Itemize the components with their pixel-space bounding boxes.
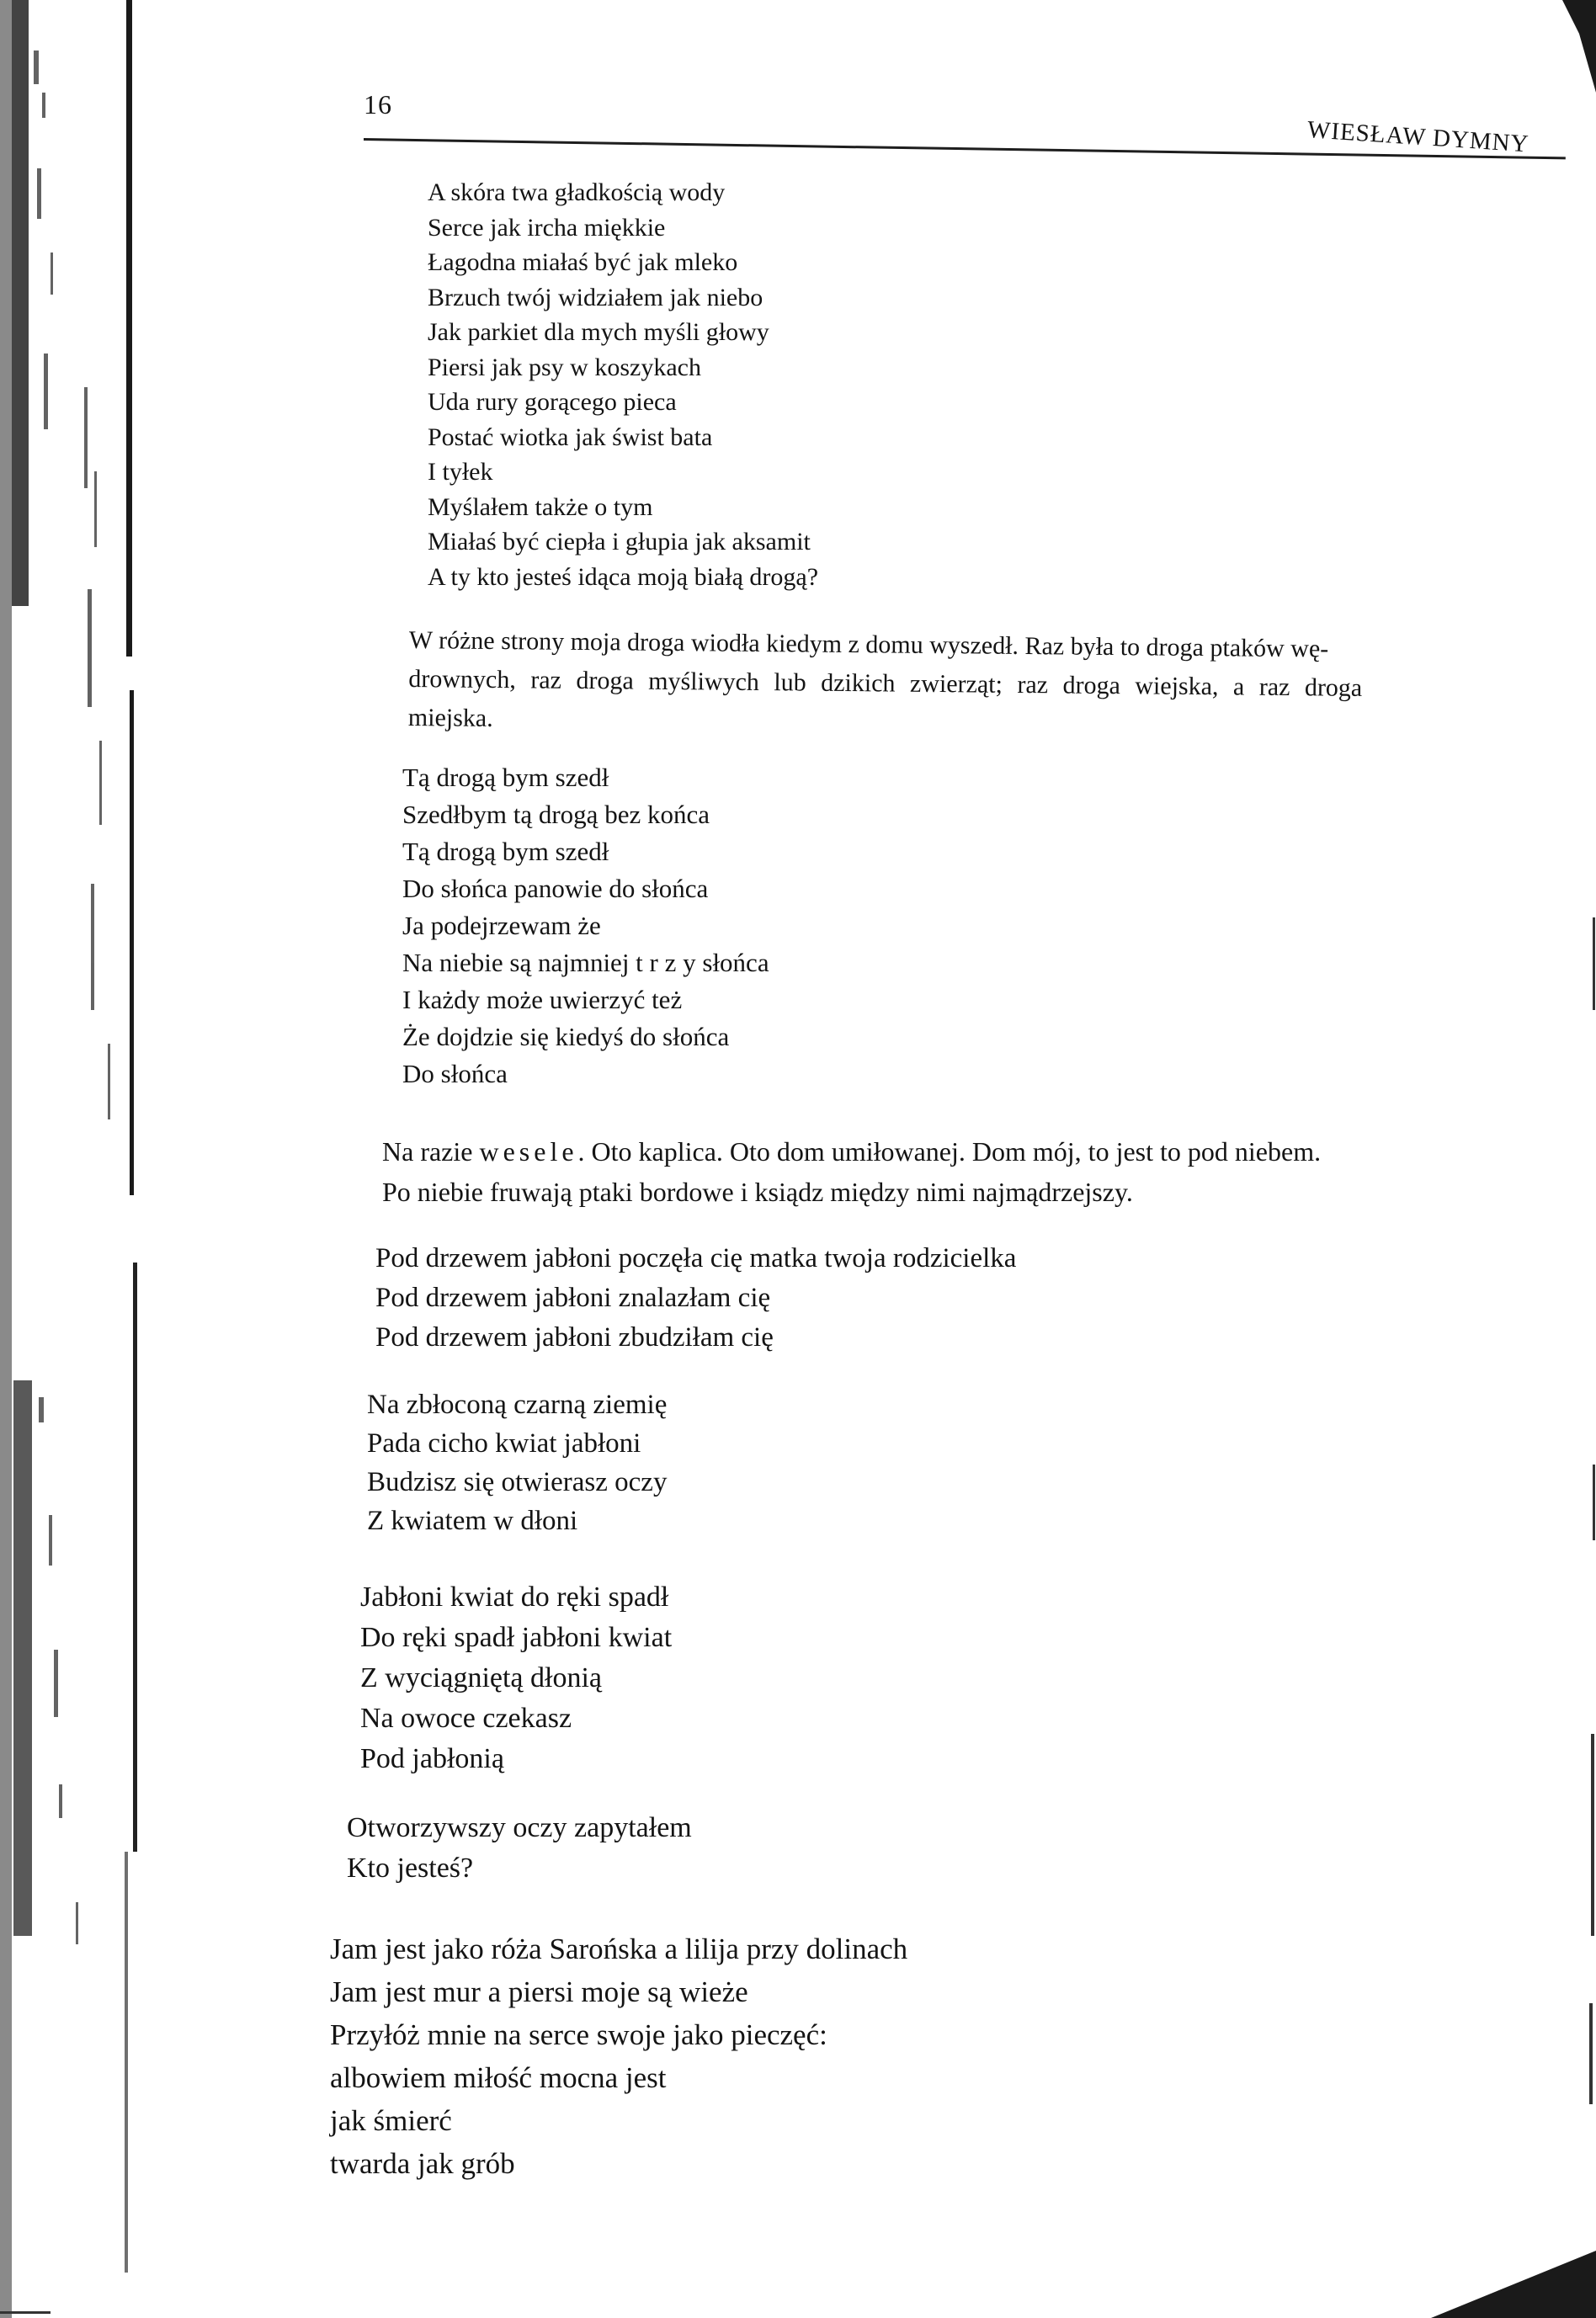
verse-line: Budzisz się otwierasz oczy xyxy=(367,1467,668,1497)
spaced-word: wesele xyxy=(479,1136,578,1167)
verse-line: Do ręki spadł jabłoni kwiat xyxy=(360,1622,673,1653)
verse-line: Pod drzewem jabłoni poczęła cię matka twoja rodzicielka xyxy=(375,1243,1017,1273)
verse-line: Na zbłoconą czarną ziemię xyxy=(367,1390,668,1420)
verse-line: Myślałem także o tym xyxy=(428,492,653,521)
verse-line: Do słońca panowie do słońca xyxy=(402,874,709,903)
scan-bottom-edge xyxy=(0,2217,1596,2318)
verse-line: Miałaś być ciepła i głupia jak aksamit xyxy=(428,528,811,556)
stanza-6 xyxy=(347,1808,692,1889)
stanza-4 xyxy=(367,1385,667,1540)
scan-binding-edge xyxy=(0,0,177,2318)
verse-line: Ja podejrzewam że xyxy=(402,911,601,940)
verse-line: Że dojdzie się kiedyś do słońca xyxy=(402,1022,730,1051)
prose-line: drownych, raz droga myśliwych lub dzikich zwierząt; raz droga wiejska, a raz droga xyxy=(408,664,1363,702)
scan-right-edge xyxy=(1562,0,1596,2318)
verse-line: Otworzywszy oczy zapytałem xyxy=(347,1812,692,1843)
verse-line: Brzuch twój widziałem jak niebo xyxy=(428,283,763,311)
prose-paragraph-2 xyxy=(382,1131,1321,1212)
verse-line: Jabłoni kwiat do ręki spadł xyxy=(360,1582,669,1613)
prose-line: Po niebie fruwają ptaki bordowe i ksiądz między nimi najmądrzejszy. xyxy=(382,1177,1133,1207)
verse-line: Jam jest jako róża Sarońska a lilija przy dolinach xyxy=(330,1933,908,1965)
stanza-7 xyxy=(330,1927,907,2185)
verse-line: Jam jest mur a piersi moje są wieże xyxy=(330,1975,748,2008)
verse-line: Łagodna miałaś być jak mleko xyxy=(428,248,738,276)
running-head: WIESŁAW DYMNY xyxy=(1306,116,1530,158)
verse-line: Tą drogą bym szedł xyxy=(402,837,609,866)
verse-line: jak śmierć xyxy=(330,2104,452,2137)
prose-text: . Oto kaplica. Oto dom umiłowanej. Dom mój, to jest to pod niebem. xyxy=(577,1136,1322,1167)
verse-line: Tą drogą bym szedł xyxy=(402,763,609,792)
verse-line: Postać wiotka jak świst bata xyxy=(428,423,713,451)
verse-line: Z wyciągniętą dłonią xyxy=(360,1662,603,1693)
verse-line: A ty kto jesteś idąca moją białą drogą? xyxy=(428,562,819,591)
verse-line: A skóra twa gładkością wody xyxy=(428,178,726,206)
stanza-1 xyxy=(428,175,818,594)
verse-line: Jak parkiet dla mych myśli głowy xyxy=(428,318,769,346)
verse-line: Pod drzewem jabłoni zbudziłam cię xyxy=(375,1322,774,1353)
verse-line: Uda rury gorącego pieca xyxy=(428,388,677,416)
page-number: 16 xyxy=(364,89,392,120)
verse-line: Przyłóż mnie na serce swoje jako pieczęć: xyxy=(330,2018,827,2051)
verse-line: Kto jesteś? xyxy=(347,1853,474,1884)
verse-line: I tyłek xyxy=(428,458,493,486)
stanza-5 xyxy=(360,1577,672,1779)
verse-line: Do słońca xyxy=(402,1059,508,1088)
verse-line: Z kwiatem w dłoni xyxy=(367,1506,578,1536)
verse-line: Serce jak ircha miękkie xyxy=(428,213,666,242)
verse-line: Szedłbym tą drogą bez końca xyxy=(402,800,710,829)
verse-line: albowiem miłość mocna jest xyxy=(330,2061,667,2094)
verse-line: twarda jak grób xyxy=(330,2147,515,2180)
prose-line xyxy=(382,1131,1321,1172)
prose-paragraph-1 xyxy=(408,621,1363,747)
verse-line: I każdy może uwierzyć też xyxy=(402,985,683,1014)
verse-line: Piersi jak psy w koszykach xyxy=(428,353,701,381)
verse-line: Pod jabłonią xyxy=(360,1743,504,1774)
prose-line: W różne strony moja droga wiodła kiedym z domu wyszedł. Raz była to droga ptaków wę- xyxy=(408,625,1329,663)
verse-line: Na niebie są najmniej t r z y słońca xyxy=(402,948,769,977)
verse-line: Pod drzewem jabłoni znalazłam cię xyxy=(375,1283,771,1313)
stanza-3 xyxy=(375,1239,1016,1358)
prose-text: Na razie xyxy=(382,1136,480,1167)
verse-line: Pada cicho kwiat jabłoni xyxy=(367,1428,641,1459)
stanza-2 xyxy=(402,759,769,1093)
prose-line: miejska. xyxy=(407,703,493,732)
verse-line: Na owoce czekasz xyxy=(360,1703,572,1734)
